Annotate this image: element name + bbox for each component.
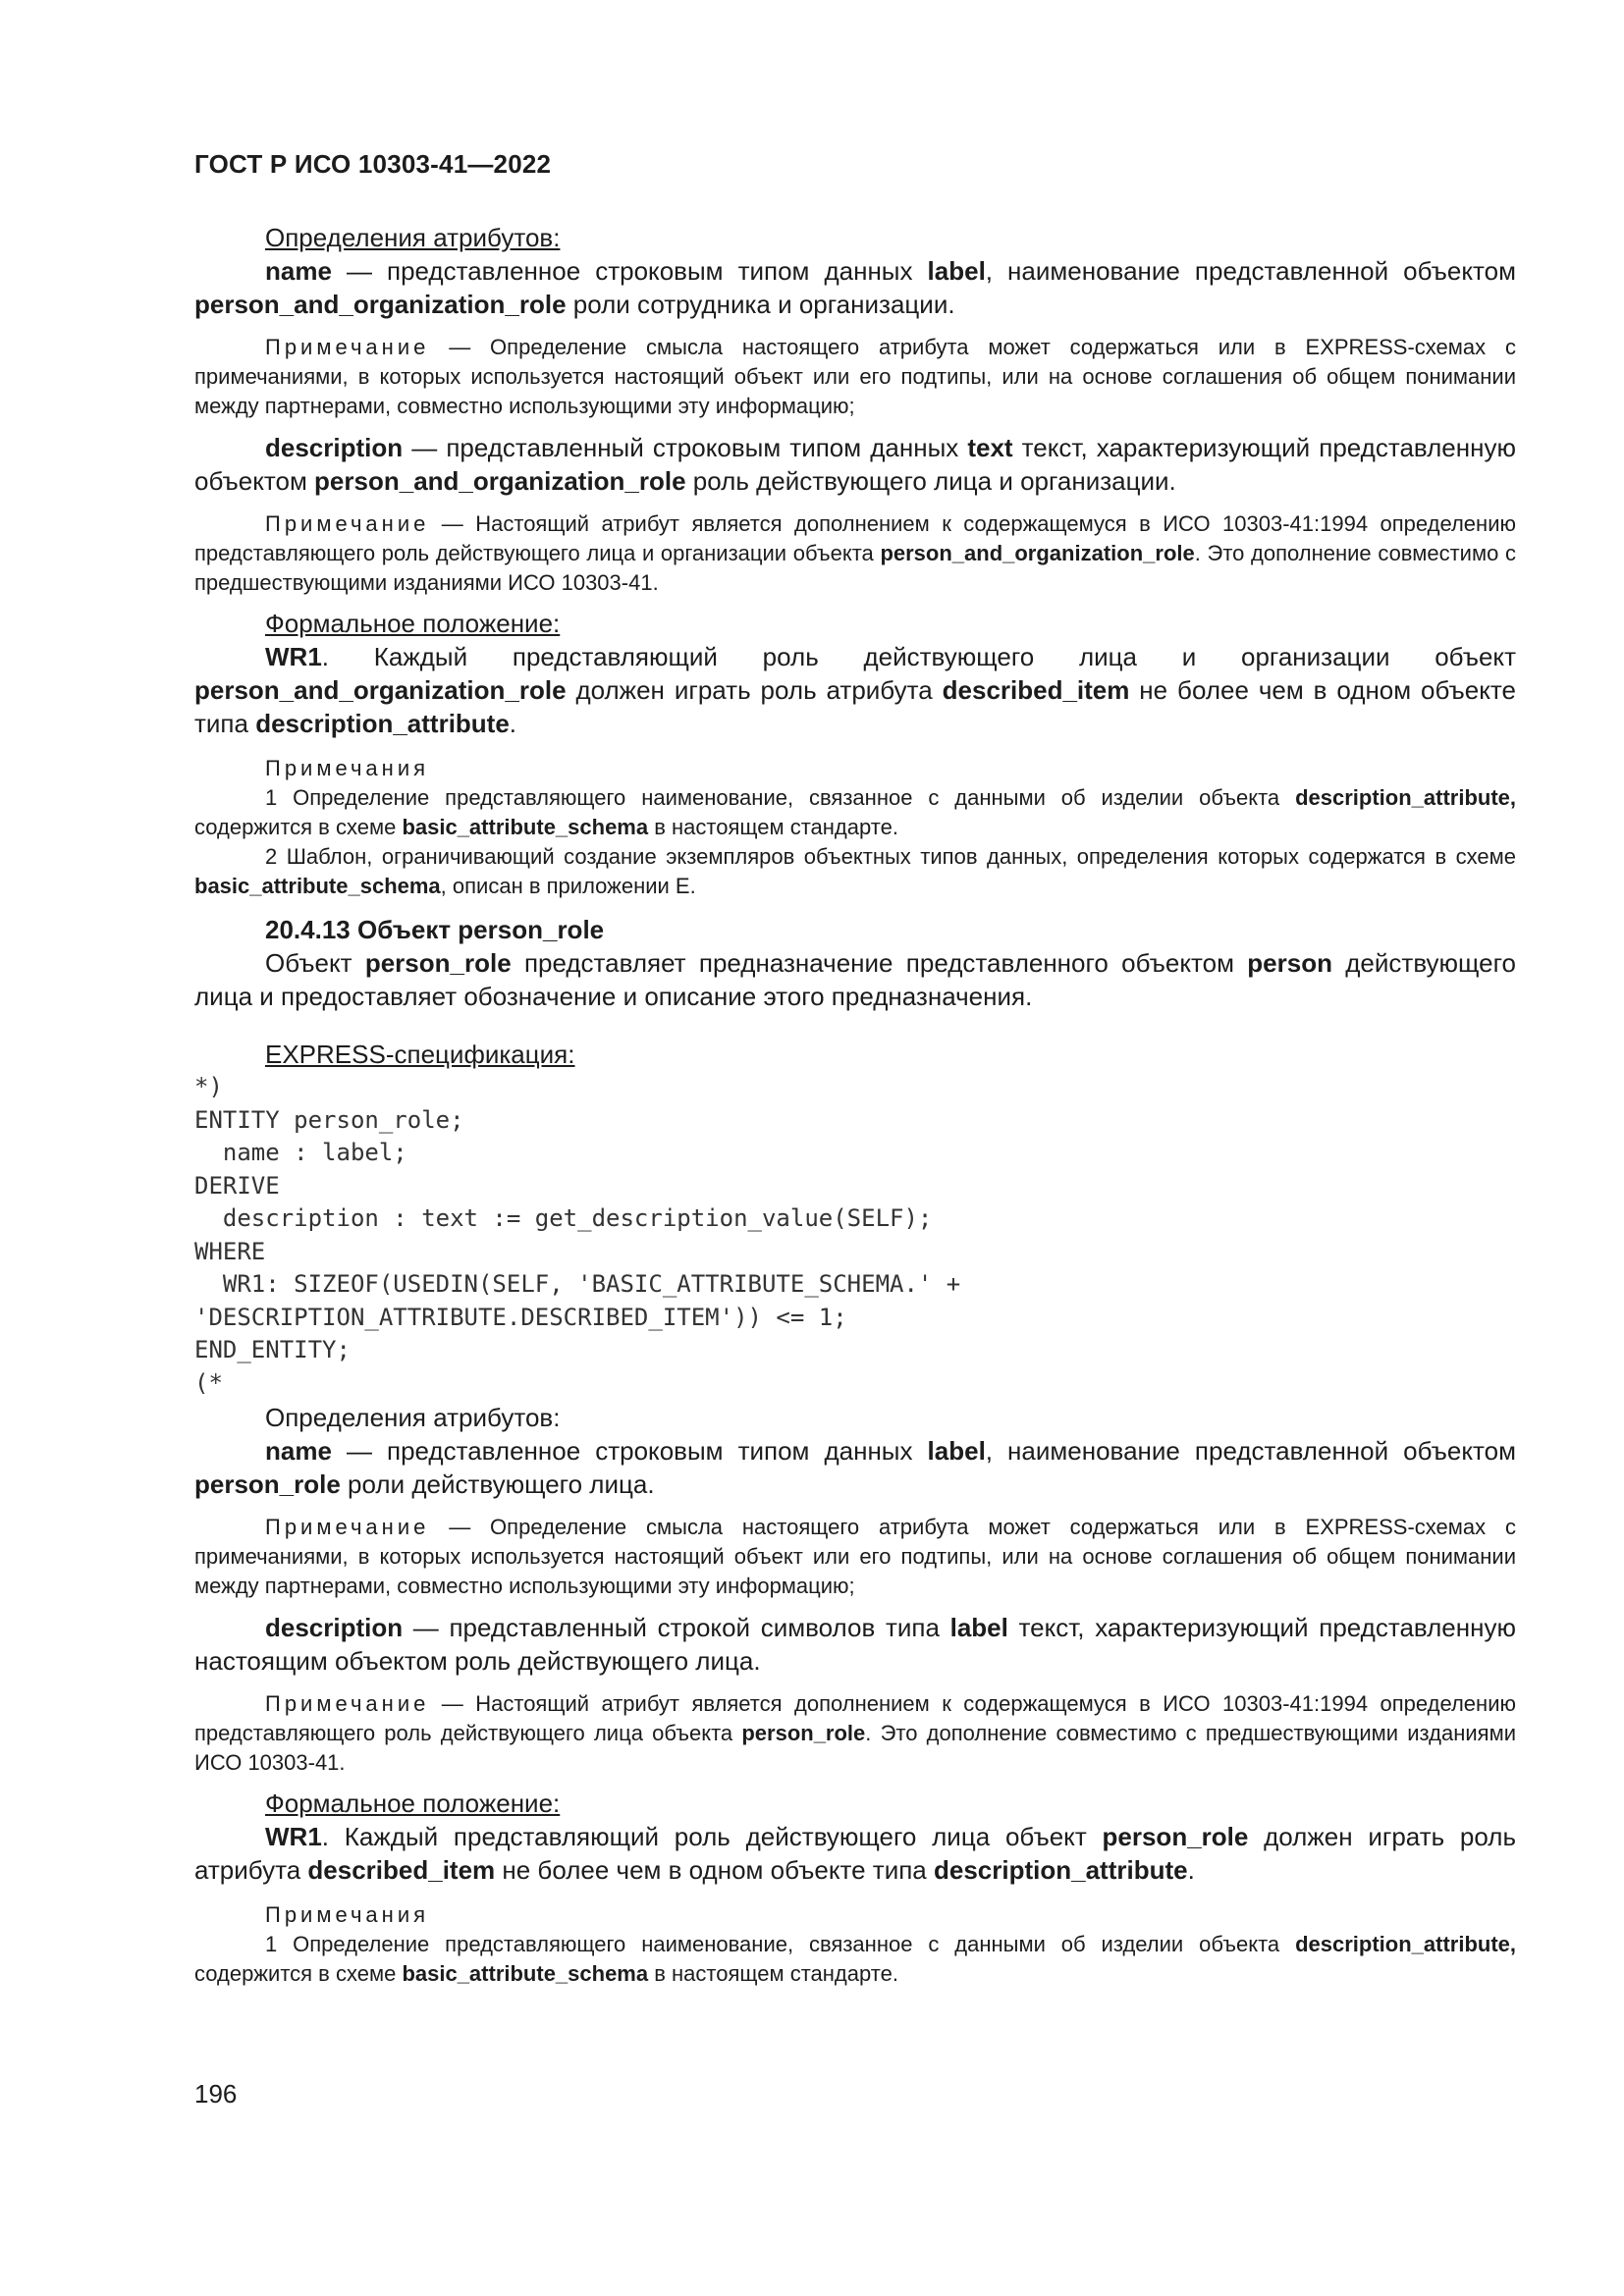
note-paragraph: Примечание — Настоящий атрибут является дополнением к содержащемуся в ИСО 10303-41:1994 определению представляющего роль действующего лица и организации объекта person_and_organization_role. Это дополнение совместимо с предшествующими изданиями ИСО 10303-41.: [194, 511, 1516, 595]
express-spec-label: EXPRESS-спецификация:: [265, 1040, 575, 1069]
note-word: Примечание: [265, 335, 430, 359]
note-paragraph: Примечание — Определение смысла настоящего атрибута может содержаться или в EXPRESS-схемах с примечаниями, в которых используется настоящий объект или его подтипы, или на основе соглашения об общем понимании между партнерами, совместно использующими эту информацию;: [194, 335, 1516, 418]
notes-heading: Примечания: [265, 1902, 430, 1927]
attribute-description-definition: description — представленный строкой символов типа label текст, характеризующий представленную настоящим объектом роль действующего лица.: [194, 1613, 1516, 1676]
term-description: description: [265, 433, 404, 462]
note-item-2: 2 Шаблон, ограничивающий создание экземпляров объектных типов данных, определения которых содержатся в схеме basic_attribute_schema, описан в приложении Е.: [194, 844, 1516, 898]
formal-propositions-label: Формальное положение:: [265, 1789, 561, 1818]
attribute-definitions-label: Определения атрибутов:: [265, 223, 561, 252]
page-header: ГОСТ Р ИСО 10303-41—2022: [194, 149, 552, 179]
note-item-1: 1 Определение представляющего наименование, связанное с данными об изделии объекта description_attribute, содержится в схеме basic_attribute_schema в настоящем стандарте.: [194, 1932, 1516, 1986]
attribute-definitions-label: Определения атрибутов:: [265, 1403, 561, 1432]
term-name: name: [265, 256, 332, 286]
formal-propositions-label: Формальное положение:: [265, 609, 561, 638]
term-description: description: [265, 1613, 404, 1642]
section-intro: Объект person_role представляет предназначение представленного объектом person действующего лица и предоставляет обозначение и описание этого предназначения.: [194, 948, 1516, 1011]
note-word: Примечание: [265, 511, 430, 536]
attribute-name-definition: name — представленное строковым типом данных label, наименование представленной объектом person_role роли действующего лица.: [194, 1436, 1516, 1499]
section-heading: 20.4.13 Объект person_role: [265, 915, 605, 944]
where-rule-wr1: WR1. Каждый представляющий роль действующего лица объект person_role должен играть роль атрибута described_item не более чем в одном объекте типа description_attribute.: [194, 1822, 1516, 1885]
page-number: 196: [194, 2079, 238, 2109]
attribute-description-definition: description — представленный строковым типом данных text текст, характеризующий представленную объектом person_and_organization_role роль действующего лица и организации.: [194, 433, 1516, 496]
term-name: name: [265, 1436, 332, 1466]
attribute-name-definition: name — представленное строковым типом данных label, наименование представленной объектом person_and_organization_role роли сотрудника и организации.: [194, 256, 1516, 319]
page-content: [194, 222, 1516, 1989]
note-word: Примечание: [265, 1691, 430, 1716]
note-word: Примечание: [265, 1515, 430, 1539]
express-code-block: *) ENTITY person_role; name : label; DERIVE description : text := get_description_value(SELF); WHERE WR1: SIZEOF(USEDIN(SELF, 'BASIC_ATTRIBUTE_SCHEMA.' + 'DESCRIPTION_ATTRIBUTE.DESCRIBED_ITEM')) <= 1; END_ENTITY; (*: [194, 1073, 961, 1397]
where-rule-wr1: WR1. Каждый представляющий роль действующего лица и организации объект person_and_organization_role должен играть роль атрибута described_item не более чем в одном объекте типа description_attribute.: [194, 642, 1516, 738]
notes-heading: Примечания: [265, 756, 430, 780]
note-paragraph: Примечание — Настоящий атрибут является дополнением к содержащемуся в ИСО 10303-41:1994 определению представляющего роль действующего лица объекта person_role. Это дополнение совместимо с предшествующими изданиями ИСО 10303-41.: [194, 1691, 1516, 1775]
note-item-1: 1 Определение представляющего наименование, связанное с данными об изделии объекта description_attribute, содержится в схеме basic_attribute_schema в настоящем стандарте.: [194, 785, 1516, 839]
note-paragraph: Примечание — Определение смысла настоящего атрибута может содержаться или в EXPRESS-схемах с примечаниями, в которых используется настоящий объект или его подтипы, или на основе соглашения об общем понимании между партнерами, совместно использующими эту информацию;: [194, 1515, 1516, 1598]
